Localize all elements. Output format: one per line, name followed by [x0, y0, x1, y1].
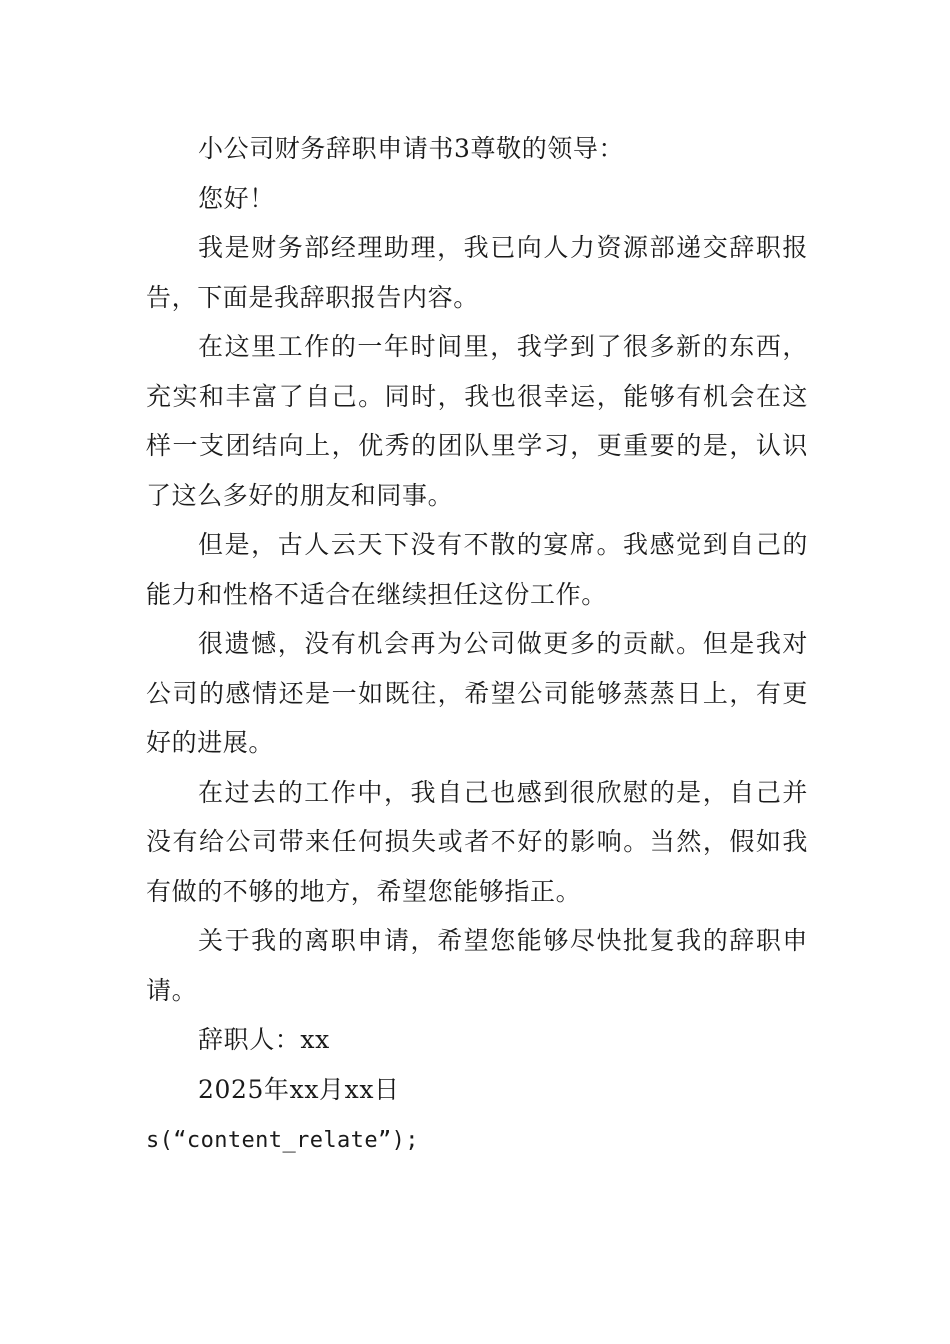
trailing-code-line	[146, 1114, 808, 1166]
paragraph-regret: 很遗憾，没有机会再为公司做更多的贡献。但是我对公司的感情还是一如既往，希望公司能够蒸蒸日上，有更好的进展。	[146, 629, 808, 757]
document-page	[146, 124, 808, 1166]
paragraph-title-salutation: 小公司财务辞职申请书3尊敬的领导：	[198, 134, 625, 163]
date-line: 2025年xx月xx日	[198, 1074, 400, 1104]
signature-line: 辞职人：xx	[198, 1025, 330, 1054]
trailing-code-text: s(“content_relate”);	[146, 1128, 419, 1153]
paragraph-reflection: 在过去的工作中，我自己也感到很欣慰的是，自己并没有给公司带来任何损失或者不好的影响。当然，假如我有做的不够的地方，希望您能够指正。	[146, 777, 808, 906]
paragraph-greeting: 您好！	[198, 183, 275, 213]
paragraph-gratitude: 在这里工作的一年时间里，我学到了很多新的东西，充实和丰富了自己。同时，我也很幸运，能够有机会在这样一支团结向上，优秀的团队里学习，更重要的是，认识了这么多好的朋友和同事。	[146, 332, 808, 510]
paragraph-reason: 但是，古人云天下没有不散的宴席。我感觉到自己的能力和性格不适合在继续担任这份工作。	[146, 530, 808, 609]
paragraph-intro: 我是财务部经理助理，我已向人力资源部递交辞职报告，下面是我辞职报告内容。	[146, 233, 808, 312]
paragraph-request: 关于我的离职申请，希望您能够尽快批复我的辞职申请。	[146, 926, 808, 1005]
